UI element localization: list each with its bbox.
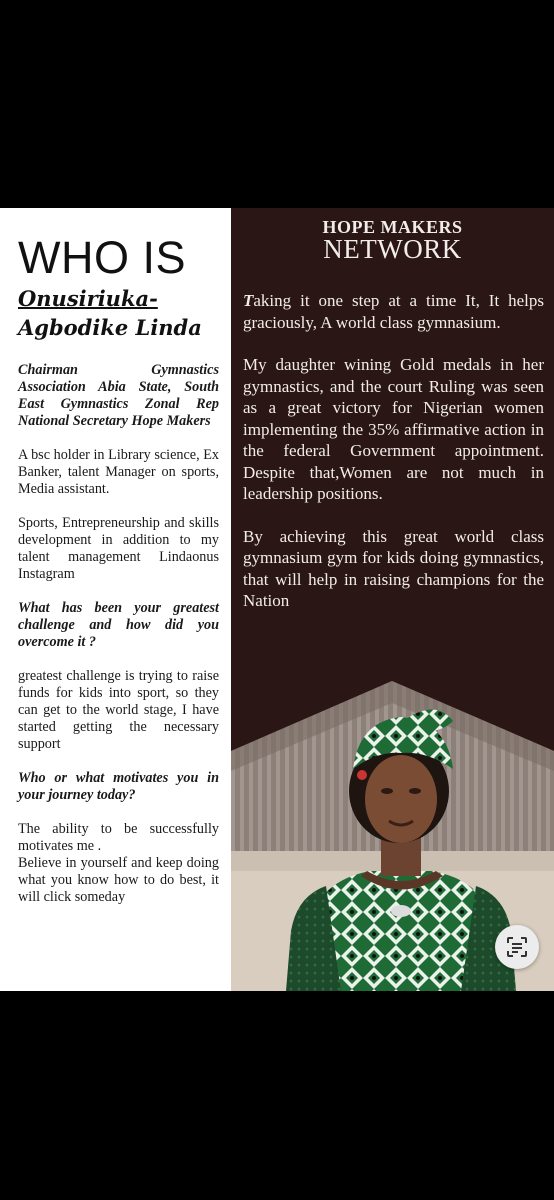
left-column: [0, 208, 231, 991]
right-article-text: [243, 290, 544, 633]
answer-1: greatest challenge is trying to raise funds for kids into sport, so they can get to the world stage, I have started getting the necessary support: [18, 668, 219, 752]
question-2: Who or what motivates you in your journey today?: [18, 770, 219, 803]
heading-who-is: WHO IS: [18, 232, 186, 283]
interests-paragraph: Sports, Entrepreneurship and skills development in addition to my talent management Lindaonus Instagram: [18, 515, 219, 582]
question-1: What has been your greatest challenge and how did you overcome it ?: [18, 600, 219, 650]
name-line-1: Onusiriuka-: [18, 286, 158, 311]
logo-top-text: HOPE MAKERS: [322, 217, 463, 237]
hope-makers-logo: [231, 218, 554, 263]
right-paragraph-2: My daughter wining Gold medals in her gymnastics, and the court Ruling was seen as a great victory for Nigerian women implementing the 35% affirmative action in the federal Government appointment. Despite that,Women are not much in leadership positions.: [243, 355, 544, 503]
right-paragraph-1-text: aking it one step at a time It, It helps graciously, A world class gymnasium.: [243, 291, 544, 332]
logo-bottom-text: NETWORK: [323, 234, 462, 264]
right-paragraph-3: By achieving this great world class gymnasium gym for kids doing gymnastics, that will help in raising champions for the Nation: [243, 526, 544, 610]
title-paragraph: Chairman Gymnastics Association Abia State, South East Gymnastics Zonal Rep National Secretary Hope Makers: [18, 362, 219, 429]
name-line-2: Agbodike Linda: [18, 315, 202, 340]
person-name: [18, 284, 219, 342]
drop-letter: T: [243, 291, 254, 310]
image-search-button[interactable]: [495, 925, 539, 969]
answer-2-line-2: Believe in yourself and keep doing what you know how to do best, it will click someday: [18, 855, 219, 905]
bio-paragraph: A bsc holder in Library science, Ex Banker, talent Manager on sports, Media assistant.: [18, 447, 219, 497]
magazine-page: [0, 208, 554, 991]
answer-2-line-1: The ability to be successfully motivates me .: [18, 821, 219, 854]
image-search-icon: [506, 936, 528, 958]
right-paragraph-1: [243, 290, 544, 333]
right-column: [231, 208, 554, 991]
